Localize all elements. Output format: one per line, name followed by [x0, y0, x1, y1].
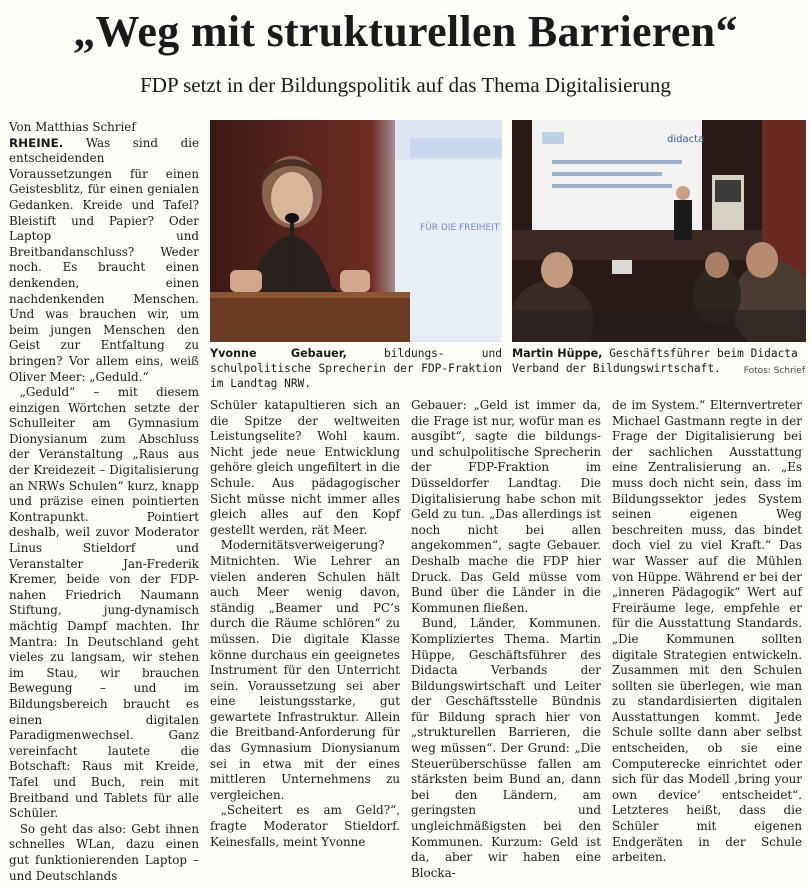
caption-left-name: Yvonne Gebauer, — [210, 347, 347, 360]
headline: „Weg mit strukturellen Barrieren“ — [73, 7, 738, 56]
article-column-4 — [612, 398, 802, 866]
article-column-1 — [9, 120, 199, 884]
paragraph: Gebauer: „Geld ist immer da, die Frage ist nur, wofür man es ausgibt“, sagte die bildungs- und schulpolitische Sprecherin der FDP-Fraktion im Düsseldorfer Landtag. Die Digitalisierung habe schon mit Geld zu tun. „Das allerdings ist noch nicht bei allen angekommen“, sagte Gebauer. Deshalb mache die FDP hier Druck. Das Geld müsse vom Bund über die Länder in die Kommunen fließen. — [411, 398, 601, 615]
paragraph: Bund, Länder, Kommunen. Kompliziertes Thema. Martin Hüppe, Geschäftsführer des Didacta Verbands der Bildungswirtschaft und Leiter der Geschäftsstelle Bündnis für Bildung sprach hier von „strukturellen Barrieren, die weg müssen“. Der Grund: „Die Steuerüberschüsse fallen am stärksten beim Bund an, dann bei den Ländern, am geringsten und ungleichmäßigsten bei den Kommunen. Kurzum: Geld ist da, aber wir haben eine Blocka- — [411, 616, 601, 880]
paragraph: de im System.“ Elternvertreter Michael Gastmann regte in der Frage der Digitalisierung bei der sachlichen Ausstattung eine Zentralisierung an. „Es muss doch nicht sein, dass im Bildungssektor jedes System seinen eigenen Weg beschreiten muss, das bindet doch viel zu viel Kraft.“ Das war Wasser auf die Mühlen von Hüppe. Während er bei der „inneren Pädagogik“ Wert auf Freiräume lege, empfehle er für die Ausstattung Standards. „Die Kommunen sollten digitale Strategien entwickeln. Zusammen mit den Schulen sollten sie überlegen, wie man zu standardisierten digitalen Ausstattungen kommt. Jede Schule sollte dann aber selbst entscheiden, ob sie eine Computerecke einrichtet oder sich für das Modell ‚bring your own device‘ entscheidet“. Letzteres heißt, dass die Schüler mit eigenen Endgeräten in der Schule arbeiten. — [612, 398, 802, 865]
paragraph: Modernitätsverweigerung? Mitnichten. Wie Lehrer an vielen anderen Schulen hält auch Meer wenig davon, ständig „Beamer und PC’s durch die Räume schlören“ zu müssen. Die digitale Klasse könne durchaus ein geeignetes Instrument für den Unterricht sein. Voraussetzung sei aber eine leistungsstarke, gut gewartete Infrastruktur. Allein die Breitband-Anforderung für das Gymnasium Dionysianum sei in etwa mit der eines mittleren Unternehmens zu vergleichen. — [210, 538, 400, 802]
article-column-2 — [210, 398, 400, 850]
paragraph: „Geduld“ – mit diesem einzigen Wörtchen setzte der Schulleiter am Gymnasium Dionysianum zum Abschluss der Veranstaltung „Raus aus der Kreidezeit – Digitalisierung an NRWs Schulen“ kurz, knapp und präzise einen pointierten Kontrapunkt. Pointiert deshalb, weil zuvor Moderator Linus Stieldorf und Veranstalter Jan-Frederik Kremer, beide von der FDP-nahen Friedrich Naumann Stiftung, jung-dynamisch mächtig Dampf machten. Ihr Mantra: In Deutschland geht vieles zu langsam, wir stehen im Stau, wir brauchen Bewegung – und im Bildungsbereich braucht es einen digitalen Paradigmenwechsel. Ganz vereinfacht lautete die Botschaft: Raus mit Kreide, Tafel und Buch, rein mit Breitband und Tablets für alle Schüler. — [9, 385, 199, 821]
byline: Von Matthias Schrief — [9, 120, 136, 134]
photo-credit: Fotos: Schrief — [743, 366, 805, 376]
paragraph: So geht das also: Gebt ihnen schnelles WLan, dazu einen gut funktionierenden Laptop – und Deutschlands — [9, 821, 199, 883]
column-1-intro — [9, 120, 199, 385]
subheadline: FDP setzt in der Bildungspolitik auf das Thema Digitalisierung — [140, 73, 671, 97]
paragraph: Schüler katapultieren sich an die Spitze der weltweiten Leistungselite? Wohl kaum. Nicht jede neue Entwicklung gehöre gleich ungefiltert in die Schule. Aus pädagogischer Sicht müsse nicht immer alles gleich alles auf den Kopf gestellt werden, rät Meer. — [210, 398, 400, 537]
paragraph: „Scheitert es am Geld?“, fragte Moderator Stieldorf. Keinesfalls, meint Yvonne — [210, 803, 400, 849]
article-column-3 — [411, 398, 601, 881]
caption-right-text: Geschäftsführer beim Didacta Verband der Bildungswirtschaft. — [512, 347, 798, 375]
photo-yvonne-gebauer — [210, 120, 502, 342]
caption-right-name: Martin Hüppe, — [512, 347, 603, 360]
caption-left — [210, 346, 502, 391]
banner-text: FÜR DIE FREIHEIT — [420, 223, 500, 233]
dateline: RHEINE. — [9, 135, 64, 150]
slide-logo: didacta — [667, 134, 705, 145]
photo-martin-hueppe — [512, 120, 806, 342]
caption-left-text: bildungs- und schulpolitische Sprecherin der FDP-Fraktion im Landtag NRW. — [210, 347, 502, 390]
presentation-photo-illustration — [512, 120, 806, 342]
speaker-photo-illustration — [210, 120, 502, 342]
paragraph: Was sind die entscheidenden Voraussetzungen für einen Geistesblitz, für einen genialen Gedanken. Kreide und Tafel? Bleistift und Papier? Oder Laptop und Breitbandanschluss? Weder noch. Es braucht einen denkenden, einen nachdenkenden Menschen. Und was brauchen wir, um beim jungen Menschen den Geist zur Entfaltung zu bringen? Vor allem eins, weiß Oliver Meer: „Geduld.“ — [9, 135, 199, 384]
